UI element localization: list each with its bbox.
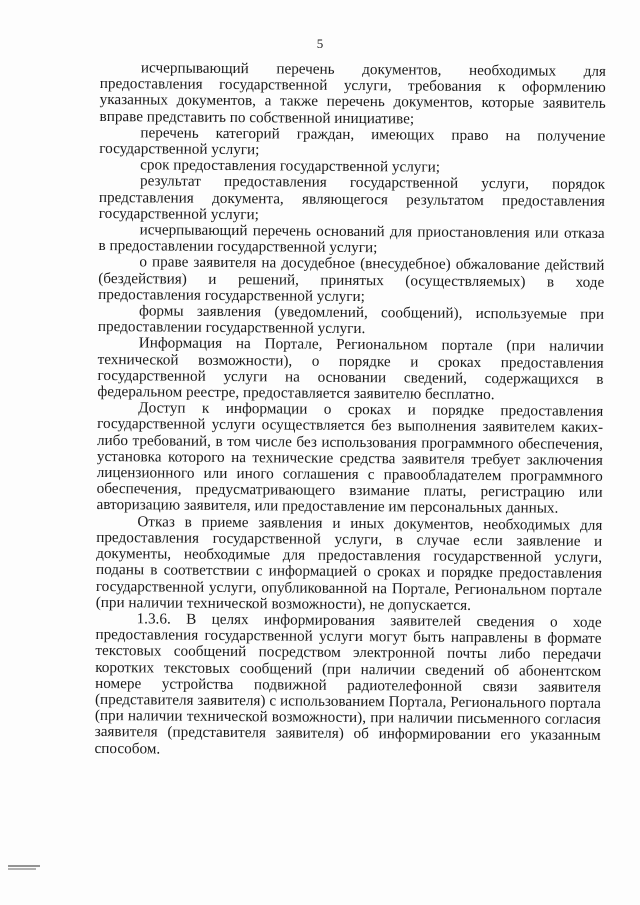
paragraph-appeal-right: о праве заявителя на досудебное (внесудебное) обжалование действий (бездействия) и решений, принятых (осуществляемых) в ходе предоставления государственной услуги; xyxy=(98,253,605,305)
paragraph-documents-list: исчерпывающий перечень документов, необходимых для предоставления государственной услуги, требования к оформлению указанных документов, а также перечень документов, которые заявитель вправе представить по собственной инициативе; xyxy=(99,59,606,128)
paragraph-refusal-not-allowed: Отказ в приеме заявления и иных документов, необходимых для предоставления государственной услуги, в случае если заявление и документы, необходимые для предоставления государственной услуги, поданы в соответствии с информацией о сроках и порядке предоставления государственной услуги, опубликованной на Портале, Региональном портале (при наличии технической возможности), не допускается. xyxy=(95,512,603,614)
paragraph-section-1-3-6: 1.3.6. В целях информирования заявителей сведения о ходе предоставления государственной услуги могут быть направлены в формате текстовых сообщений посредством электронной почты либо передачи коротких текстовых сообщений (при наличии сведений об абонентском номере устройства подвижной радиотелефонной связи заявителя (представителя заявителя) с использованием Портала, Регионального портала (при наличии технической возможности), при наличии письменного согласия заявителя (представителя заявителя) об информировании его указанным способом. xyxy=(94,610,602,758)
paragraph-refusal-grounds: исчерпывающий перечень оснований для приостановления или отказа в предоставлении государственной услуги; xyxy=(98,221,605,257)
paragraph-citizen-categories: перечень категорий граждан, имеющих право на получение государственной услуги; xyxy=(99,124,606,159)
scan-footer-mark-secondary xyxy=(8,868,36,870)
paragraph-access-info: Доступ к информации о сроках и порядке предоставления государственной услуги осуществляется без выполнения заявителем каких-либо требований, в том числе без использования программного обеспечения, установка которого на технические средства заявителя требует заключения лицензионного или иного соглашения с правообладателем программного обеспечения, предусматривающего взимание платы, регистрацию или авторизацию заявителя, или предоставление им персональных данных. xyxy=(96,399,604,518)
page-number: 5 xyxy=(316,36,324,51)
document-body xyxy=(95,60,606,761)
paragraph-service-result: результат предоставления государственной услуги, порядок представления документа, являющегося результатом предоставления государственной услуги; xyxy=(98,172,606,224)
paragraph-service-term: срок предоставления государственной услуги; xyxy=(140,156,441,176)
scan-footer-mark xyxy=(8,865,40,867)
paragraph-portal-info: Информация на Портале, Региональном портале (при наличии технической возможности), о порядке и сроках предоставления государственной услуги на основании сведений, содержащихся в федеральном реестре, предоставляется заявителю бесплатно. xyxy=(97,334,604,404)
paragraph-application-forms: формы заявления (уведомлений, сообщений), используемые при предоставлении государственной услуги. xyxy=(97,302,605,338)
